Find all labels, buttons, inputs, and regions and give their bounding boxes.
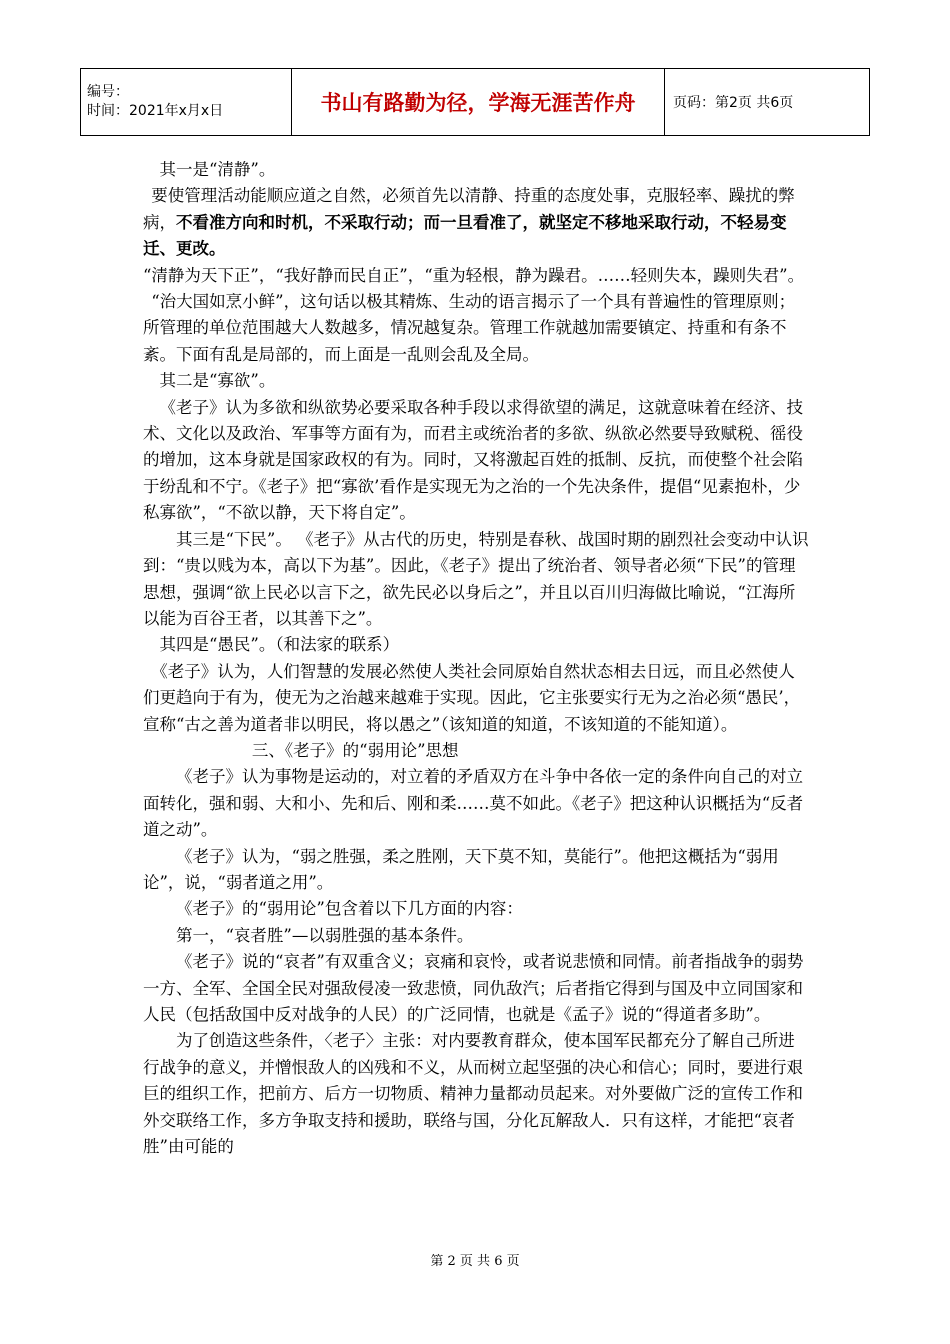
- paragraph-2: [143, 183, 811, 262]
- paragraph-4: “治大国如烹小鲜”，这句话以极其精炼、生动的语言揭示了一个具有普遍性的管理原则；所管理的单位范围越大人数越多，情况越复杂。管理工作就越加需要镇定、持重和有条不紊。下面有乱是局部的，而上面是一乱则会乱及全局。: [143, 292, 796, 364]
- paragraph-9: 《老子》认为，人们智慧的发展必然使人类社会同原始自然状态相去日远，而且必然使人们更趋向于有为，使无为之治越来越难于实现。因此，它主张要实行无为之治必须“愚民’，宣称“古之善为道者非以明民，将以愚之”（该知道的知道，不该知道的不能知道）。: [143, 661, 801, 734]
- page-footer: 第 2 页 共 6 页: [430, 1254, 520, 1269]
- paragraph-2-normal: 要使管理活动能顺应道之自然，必须首先以清静、持重的态度处事，克服轻率、躁扰的弊病，: [143, 186, 795, 232]
- section-heading: 三、《老子》的“弱用论”思想: [251, 740, 459, 760]
- paragraph-5: 其二是“寡欲”。: [159, 371, 276, 391]
- paragraph-7: 其三是“下民”。 《老子》从古代的历史，特别是春秋、战国时期的剧烈社会变动中认识到：“贵以贱为本，高以下为基”。因此，《老子》提出了统治者、领导者必须“下民”的管理思想，强调“欲上民必以言下之，欲先民必以身后之”，并且以百川归海做比喻说，“江海所以能为百谷王者，以其善下之”。: [143, 529, 809, 628]
- header-motto: 书山有路勤为径，学海无涯苦作舟: [292, 69, 665, 136]
- paragraph-11: 《老子》认为，“弱之胜强，柔之胜刚，天下莫不知，莫能行”。他把这概括为“弱用论”，说，“弱者道之用”。: [143, 846, 779, 892]
- document-body: [143, 157, 811, 1160]
- document-date-label: 时间：2021年x月x日: [87, 103, 224, 119]
- paragraph-6: 《老子》认为多欲和纵欲势必要采取各种手段以求得欲望的满足，这就意味着在经济、技术、文化以及政治、军事等方面有为，而君主或统治者的多欲、纵欲必然要导致赋税、徭役的增加，这本身就是国家政权的有为。同时，又将激起百姓的抵制、反抗，而使整个社会陷于纷乱和不宁。《老子》把“寡欲’看作是实现无为之治的一个先决条件，提倡“见素抱朴，少私寡欲”，“不欲以静，天下将自定”。: [143, 397, 803, 523]
- paragraph-8: 其四是“愚民”。（和法家的联系）: [159, 635, 400, 655]
- header-table: [80, 68, 870, 136]
- paragraph-10: 《老子》认为事物是运动的，对立着的矛盾双方在斗争中各依一定的条件向自己的对立面转化，强和弱、大和小、先和后、刚和柔……莫不如此。《老子》把这种认识概括为“反者道之动”。: [143, 767, 804, 840]
- paragraph-3: “清静为天下正”，“我好静而民自正”，“重为轻根，静为躁君。……轻则失本，躁则失君”。: [143, 265, 805, 285]
- header-left-cell: [81, 69, 292, 136]
- header-page-label: 页码：第2页 共6页: [665, 69, 870, 136]
- paragraph-13: 第一，“哀者胜”—以弱胜强的基本条件。: [176, 925, 474, 945]
- paragraph-14: 《老子》说的“哀者”有双重含义；哀痛和哀怜，或者说悲愤和同情。前者指战争的弱势一方、全军、全国全民对强敌侵凌一致悲愤，同仇敌汽；后者指它得到与国及中立同国家和人民（包括敌国中反对战争的人民）的广泛同情，也就是《孟子》说的“得道者多助”。: [143, 952, 804, 1024]
- paragraph-2-bold: 不看准方向和时机，不采取行动；而一旦看准了，就坚定不移地采取行动，不轻易变迁、更改。: [143, 212, 787, 259]
- paragraph-1: 其一是“清静”。: [159, 160, 276, 179]
- paragraph-15: 为了创造这些条件，〈老子〉主张：对内要教育群众，使本国军民都充分了解自己所进行战争的意义，并憎恨敌人的凶残和不义，从而树立起坚强的决心和信心；同时，要进行艰巨的组织工作，把前方、后方一切物质、精神力量都动员起来。对外要做广泛的宣传工作和外交联络工作，多方争取支持和援助，联络与国，分化瓦解敌人．只有这样，才能把“哀者胜”由可能的: [143, 1031, 803, 1157]
- document-number-label: 编号：: [87, 84, 129, 100]
- paragraph-12: 《老子》的“弱用论”包含着以下几方面的内容：: [176, 899, 523, 919]
